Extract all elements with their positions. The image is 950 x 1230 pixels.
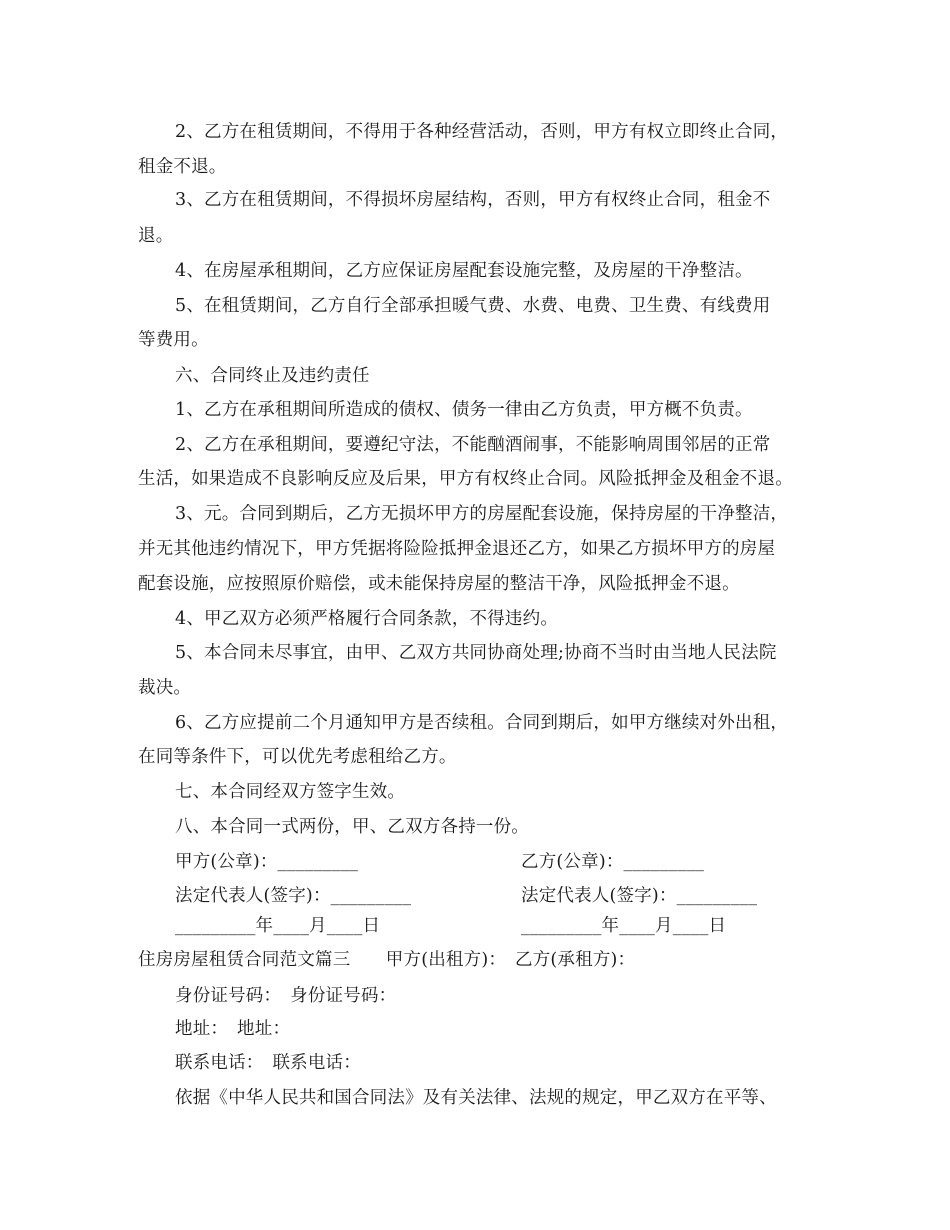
party-a-representative: 法定代表人(签字)：_________: [175, 886, 412, 906]
clause-6-5-line-1: 5、本合同未尽事宜，由甲、乙双方共同协商处理;协商不当时由当地人民法院: [175, 643, 777, 663]
clause-5-2-line-1: 2、乙方在租赁期间，不得用于各种经营活动，否则，甲方有权立即终止合同，: [175, 122, 789, 142]
clause-6-6-line-2: 在同等条件下，可以优先考虑租给乙方。: [138, 747, 457, 767]
clause-6-3-line-1: 3、元。合同到期后，乙方无损坏甲方的房屋配套设施，保持房屋的干净整洁，: [175, 504, 789, 524]
clause-6-2-line-1: 2、乙方在承租期间，要遵纪守法，不能酗酒闹事，不能影响周围邻居的正常: [175, 435, 771, 455]
clause-5-5-line-2: 等费用。: [138, 330, 209, 350]
clause-6-2-line-2: 生活，如果造成不良影响反应及后果，甲方有权终止合同。风险抵押金及租金不退。: [138, 469, 793, 489]
clause-5-4-line-1: 4、在房屋承租期间，乙方应保证房屋配套设施完整，及房屋的干净整洁。: [175, 261, 753, 281]
phone-line: 联系电话： 联系电话：: [175, 1053, 361, 1073]
section-6-heading: 六、合同终止及违约责任: [175, 366, 370, 386]
party-b-date: _________年____月____日: [521, 916, 727, 936]
clause-6-3-line-3: 配套设施，应按照原价赔偿，或未能保持房屋的整洁干净，风险抵押金不退。: [138, 574, 740, 594]
clause-5-5-line-1: 5、在租赁期间，乙方自行全部承担暖气费、水费、电费、卫生费、有线费用: [175, 296, 771, 316]
contract-intro-line: 依据《中华人民共和国合同法》及有关法律、法规的规定，甲乙双方在平等、: [175, 1088, 777, 1108]
clause-5-3-line-2: 退。: [138, 226, 174, 246]
clause-5-3-line-1: 3、乙方在租赁期间，不得损坏房屋结构，否则，甲方有权终止合同，租金不: [175, 190, 771, 210]
next-contract-title-line: 住房房屋租赁合同范文篇三 甲方(出租方)： 乙方(承租方)：: [138, 950, 636, 970]
clause-5-2-line-2: 租金不退。: [138, 157, 227, 177]
party-a-date: _________年____月____日: [175, 916, 381, 936]
party-a-seal: 甲方(公章)：_________: [175, 852, 359, 872]
section-7: 七、本合同经双方签字生效。: [175, 782, 406, 802]
clause-6-6-line-1: 6、乙方应提前二个月通知甲方是否续租。合同到期后，如甲方继续对外出租，: [175, 713, 789, 733]
clause-6-1-line-1: 1、乙方在承租期间所造成的债权、债务一律由乙方负责，甲方概不负责。: [175, 400, 753, 420]
party-b-seal: 乙方(公章)：_________: [521, 852, 705, 872]
party-b-representative: 法定代表人(签字)：_________: [521, 886, 758, 906]
id-number-line: 身份证号码： 身份证号码：: [175, 986, 397, 1006]
clause-6-4-line-1: 4、甲乙双方必须严格履行合同条款，不得违约。: [175, 609, 559, 629]
clause-6-3-line-2: 并无其他违约情况下，甲方凭据将险险抵押金退还乙方，如果乙方损坏甲方的房屋: [138, 539, 776, 559]
clause-6-5-line-2: 裁决。: [138, 678, 192, 698]
section-8: 八、本合同一式两份，甲、乙双方各持一份。: [175, 817, 529, 837]
address-line: 地址： 地址：: [175, 1019, 291, 1039]
